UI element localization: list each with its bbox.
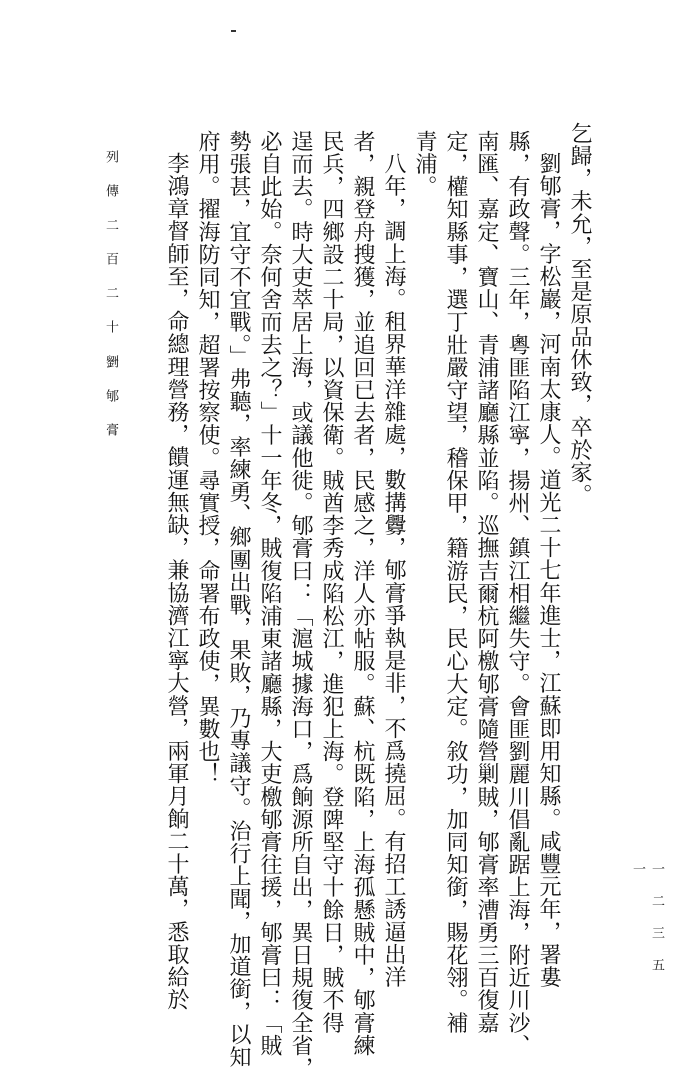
text-column-4: 南匯、嘉定、寶山、青浦諸廳縣並陷。巡撫吉爾杭阿檄郇膏隨營剿賊，郇膏率漕勇三百復嘉 [474, 130, 499, 1034]
text-column-6: 青浦。 [412, 130, 437, 198]
text-column-14: 李鴻章督師至，命總理營務，饋運無缺，兼協濟江寧大營，兩軍月餉二十萬，悉取給於 [164, 152, 189, 1011]
margin-biography-name: 劉 郇 膏 [103, 355, 118, 439]
text-column-8: 者，親登舟搜獲，並追回已去者，民感之，洋人亦帖服。蘇、杭既陷，上海孤懸賊中，郇膏練 [350, 130, 375, 1057]
text-column-10: 逞而去。時大吏萃居上海，或議他徙。郇膏曰：「滬城據海口，爲餉源所自出，異日規復全省， [288, 130, 313, 1079]
text-column-5: 定，權知縣事，選丁壯嚴守望，稽保甲，籍游民，民心大定。敘功，加同知銜，賜花翎。補 [443, 130, 468, 1034]
margin-chapter-title: 列 傳 二 百 二 十 一 [103, 150, 118, 370]
text-column-9: 民兵，四鄉設二十局，以資保衛。賊酋李秀成陷松江，進犯上海。登陴堅守十餘日，賊不得 [319, 130, 344, 1034]
text-column-12: 勢張甚，宜守不宜戰。」弗聽，率練勇、鄉團出戰，果敗，乃專議守。治行上聞，加道銜，以知 [226, 130, 251, 1069]
text-column-7: 八年，調上海。租界華洋雜處，數搆釁，郇膏爭執是非，不爲撓屈。有招工誘逼出洋 [381, 152, 406, 989]
text-column-13: 府用。擢海防同知，超署按察使。尋實授，命署布政使，異數也！ [195, 130, 220, 786]
text-column-11: 必自此始。奈何舍而去之？」十一年冬，賊復陷浦東諸廳縣，大吏檄郇膏往援，郇膏曰：「賊 [257, 130, 282, 1057]
text-column-2: 劉郇膏，字松巖，河南太康人。道光二十七年進士，江蘇即用知縣。咸豐元年，署婁 [536, 152, 561, 989]
print-mark [231, 30, 236, 32]
text-column-3: 縣，有政聲。三年，粵匪陷江寧，揚州、鎮江相繼失守。會匪劉麗川倡亂踞上海，附近川沙、 [505, 130, 530, 1057]
page-number: 一 二 三 五 一 [630, 862, 664, 973]
text-column-1: 乞歸，未允，至是原品休致，卒於家。 [567, 122, 592, 507]
